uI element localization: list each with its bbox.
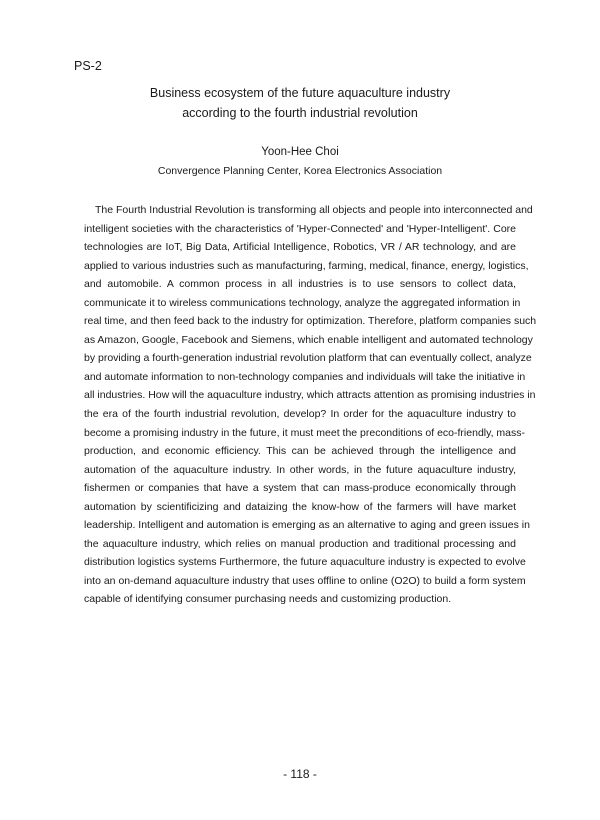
title-line-1: Business ecosystem of the future aquaculture industry <box>149 86 451 100</box>
abstract-line: applied to various industries such as manufacturing, farming, medical, finance, energy, logistics, <box>84 259 529 272</box>
abstract-line: The Fourth Industrial Revolution is transforming all objects and people into interconnected and <box>95 204 533 216</box>
author-affiliation: Convergence Planning Center, Korea Electronics Association <box>157 165 443 177</box>
abstract-line: as Amazon, Google, Facebook and Siemens, which enable intelligent and automated technology <box>84 333 533 346</box>
abstract-line: production, and economic efficiency. This can be achieved through the intelligence and <box>84 445 516 458</box>
abstract-line: automation of the aquaculture industry. In other words, in the future aquaculture industry, <box>84 463 516 476</box>
abstract-line: the aquaculture industry, which relies on manual production and traditional processing and <box>84 537 516 550</box>
abstract-line: into an on-demand aquaculture industry that uses offline to online (O2O) to build a form system <box>84 574 526 587</box>
author-name: Yoon-Hee Choi <box>261 146 339 158</box>
abstract-line: capable of identifying consumer purchasing needs and customizing production. <box>84 593 452 606</box>
abstract-line: by providing a fourth-generation industrial revolution platform that can eventually collect, analyze <box>84 352 532 365</box>
abstract-line: and automate information to non-technology companies and individuals will take the initiative in <box>84 370 526 383</box>
abstract-line: all industries. How will the aquaculture industry, which attracts attention as promising industries in <box>84 389 536 402</box>
abstract-line: the era of the fourth industrial revolution, develop? In order for the aquaculture industry to <box>84 408 516 421</box>
page-number: - 118 - <box>283 767 317 781</box>
abstract-line: automation by scientificizing and dataizing the know-how of the farmers will have market <box>84 500 516 513</box>
abstract-line: communicate it to wireless communications technology, analyze the aggregated information in <box>84 296 521 309</box>
abstract-line: become a promising industry in the future, it must meet the preconditions of eco-friendly, mass- <box>84 426 526 439</box>
session-code: PS-2 <box>74 59 102 73</box>
abstract-line: distribution logistics systems Furthermore, the future aquaculture industry is expected to evolve <box>84 556 526 569</box>
abstract-line: intelligent societies with the characteristics of 'Hyper-Connected' and 'Hyper-Intelligent'. Core <box>84 222 516 235</box>
abstract-body <box>84 201 537 609</box>
paper-title <box>0 83 600 123</box>
abstract-line: real time, and then feed back to the industry for optimization. Therefore, platform companies such <box>84 315 537 328</box>
abstract-line: technologies are IoT, Big Data, Artificial Intelligence, Robotics, VR / AR technology, and are <box>84 241 516 254</box>
title-line-2: according to the fourth industrial revolution <box>182 106 418 120</box>
abstract-line: fishermen or companies that have a system that can mass-produce economically through <box>84 482 516 495</box>
abstract-line: leadership. Intelligent and automation is emerging as an alternative to aging and green issues in <box>84 519 530 532</box>
abstract-line: and automobile. A common process in all industries is to use sensors to collect data, <box>84 278 516 291</box>
